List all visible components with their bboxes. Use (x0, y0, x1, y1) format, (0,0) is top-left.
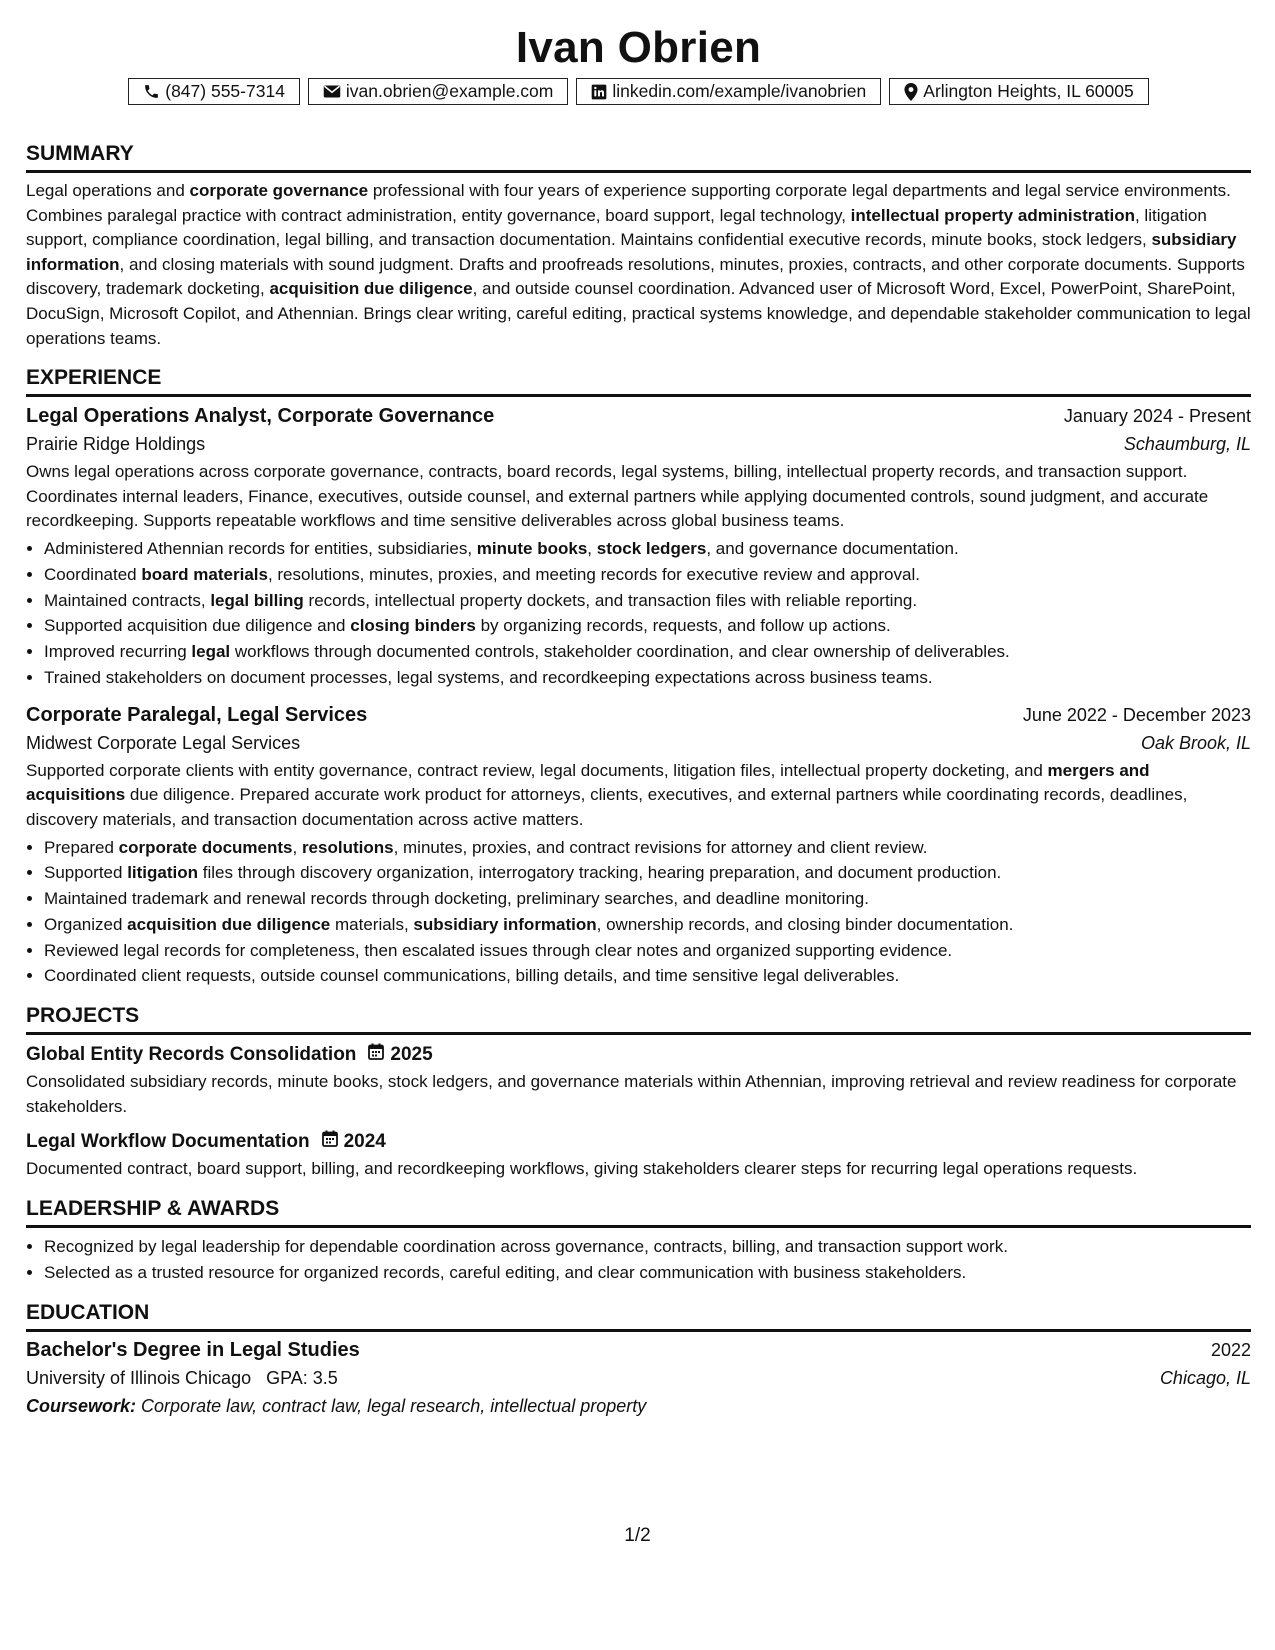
project-title: Legal Workflow Documentation (26, 1131, 310, 1153)
contact-email-text: ivan.obrien@example.com (345, 81, 554, 101)
job-dates: June 2022 - December 2023 (1022, 704, 1251, 725)
project-year: 2025 (390, 1044, 433, 1066)
job-location: Oak Brook, IL (1140, 732, 1251, 753)
contact-location-text: Arlington Heights, IL 60005 (923, 81, 1134, 101)
project-description: Consolidated subsidiary records, minute books, stock ledgers, and governance materials within Athennian, improving retrieval and review readiness for corporate stakeholders. (26, 1072, 1237, 1116)
page-number: 1/2 (624, 1525, 651, 1546)
section-title: SUMMARY (26, 141, 1251, 173)
school-location: Chicago, IL (1159, 1367, 1251, 1388)
phone-icon (143, 83, 160, 100)
coursework-label: Coursework: (26, 1395, 137, 1416)
job-location: Schaumburg, IL (1123, 434, 1251, 455)
contact-linkedin-text: linkedin.com/example/ivanobrien (612, 81, 867, 101)
contact-bar (26, 78, 1251, 105)
job-dates: January 2024 - Present (1063, 406, 1251, 427)
section-title: EDUCATION (26, 1300, 1251, 1332)
section-title: PROJECTS (26, 1003, 1251, 1035)
list-item: • Maintained trademark and renewal records through docketing, preliminary searches, and deadline monitoring. (44, 886, 1251, 912)
job-description: Owns legal operations across corporate governance, contracts, board records, legal systems, billing, intellectual property records, and transaction support. Coordinates internal leaders, Finance, executives, outside counsel, and external partners while applying documented controls, sound judgment, and accurate recordkeeping. Supports repeatable workflows and time sensitive deliverables across global business teams. (26, 462, 1209, 531)
job-company: Midwest Corporate Legal Services (26, 732, 301, 753)
project-entry (26, 1129, 1251, 1182)
job-entry (26, 402, 1251, 691)
experience-section (26, 365, 1251, 989)
school-name: University of Illinois Chicago (26, 1367, 252, 1388)
list-item: • Reviewed legal records for completeness, then escalated issues through clear notes and organized supporting evidence. (44, 938, 1251, 964)
project-entry (26, 1042, 1251, 1119)
job-description: Supported corporate clients with entity governance, contract review, legal documents, litigation files, intellectual property docketing, and mergers and acquisitions due diligence. Prepared accurate work product for attorneys, clients, executives, and external partners while coordinating records, deadlines, discovery materials, and transaction documentation across active matters. (26, 760, 1188, 829)
section-title: LEADERSHIP & AWARDS (26, 1196, 1251, 1228)
job-entry (26, 701, 1251, 990)
calendar-icon (368, 1042, 384, 1068)
email-icon (323, 84, 341, 99)
linkedin-icon (591, 84, 607, 100)
resume-content (26, 22, 1251, 1420)
list-item: • Organized acquisition due diligence materials, subsidiary information, ownership records, and closing binder documentation. (44, 912, 1251, 938)
education-section (26, 1300, 1251, 1420)
projects-section (26, 1003, 1251, 1182)
job-bullets (26, 536, 1251, 691)
list-item: • Maintained contracts, legal billing records, intellectual property dockets, and transaction files with reliable reporting. (44, 588, 1251, 614)
job-title: Corporate Paralegal, Legal Services (26, 703, 368, 726)
summary-section (26, 141, 1251, 351)
project-year: 2024 (343, 1131, 386, 1153)
degree: Bachelor's Degree in Legal Studies (26, 1338, 360, 1361)
project-description: Documented contract, board support, billing, and recordkeeping workflows, giving stakeholders clearer steps for recurring legal operations requests. (26, 1159, 1138, 1179)
list-item: • Supported litigation files through discovery organization, interrogatory tracking, hearing preparation, and document production. (44, 860, 1251, 886)
list-item: • Administered Athennian records for entities, subsidiaries, minute books, stock ledgers, and governance documentation. (44, 536, 1251, 562)
contact-phone-text: (847) 555-7314 (165, 81, 285, 101)
calendar-icon (322, 1129, 338, 1155)
list-item: • Selected as a trusted resource for organized records, careful editing, and clear communication with business stakeholders. (44, 1260, 1251, 1286)
contact-location (889, 78, 1148, 105)
summary-text: Legal operations and corporate governance professional with four years of experience supporting corporate legal departments and legal service environments. Combines paralegal practice with contract administration, entity governance, board support, legal technology, intellectual property administration, litigation support, compliance coordination, legal billing, and transaction documentation. Maintains confidential executive records, minute books, stock ledgers, subsidiary information, and closing materials with sound judgment. Drafts and proofreads resolutions, minutes, proxies, contracts, and other corporate documents. Supports discovery, trademark docketing, acquisition due diligence, and outside counsel coordination. Advanced user of Microsoft Word, Excel, PowerPoint, SharePoint, DocuSign, Microsoft Copilot, and Athennian. Brings clear writing, careful editing, practical systems knowledge, and dependable stakeholder communication to legal operations teams. (26, 181, 1251, 348)
job-company: Prairie Ridge Holdings (26, 434, 206, 455)
list-item: • Coordinated client requests, outside counsel communications, billing details, and time sensitive legal deliverables. (44, 963, 1251, 989)
project-title: Global Entity Records Consolidation (26, 1044, 357, 1066)
contact-email[interactable] (308, 78, 568, 105)
coursework-list: Corporate law, contract law, legal research, intellectual property (141, 1395, 647, 1416)
graduation-year: 2022 (1210, 1339, 1251, 1360)
contact-phone[interactable] (128, 78, 300, 105)
section-title: EXPERIENCE (26, 365, 1251, 397)
gpa: GPA: 3.5 (266, 1367, 338, 1388)
job-title: Legal Operations Analyst, Corporate Governance (26, 405, 495, 428)
list-item: • Coordinated board materials, resolutions, minutes, proxies, and meeting records for executive review and approval. (44, 562, 1251, 588)
job-bullets (26, 835, 1251, 990)
list-item: • Supported acquisition due diligence and closing binders by organizing records, requests, and follow up actions. (44, 613, 1251, 639)
location-pin-icon (904, 83, 918, 101)
candidate-name: Ivan Obrien (515, 23, 762, 72)
list-item: • Trained stakeholders on document processes, legal systems, and recordkeeping expectations across business teams. (44, 665, 1251, 691)
list-item: • Improved recurring legal workflows through documented controls, stakeholder coordination, and clear ownership of deliverables. (44, 639, 1251, 665)
leadership-bullets (26, 1234, 1251, 1286)
list-item: • Prepared corporate documents, resolutions, minutes, proxies, and contract revisions for attorney and client review. (44, 835, 1251, 861)
coursework (26, 1392, 1251, 1420)
contact-linkedin[interactable] (576, 78, 881, 105)
leadership-section (26, 1196, 1251, 1286)
list-item: • Recognized by legal leadership for dependable coordination across governance, contracts, billing, and transaction support work. (44, 1234, 1251, 1260)
